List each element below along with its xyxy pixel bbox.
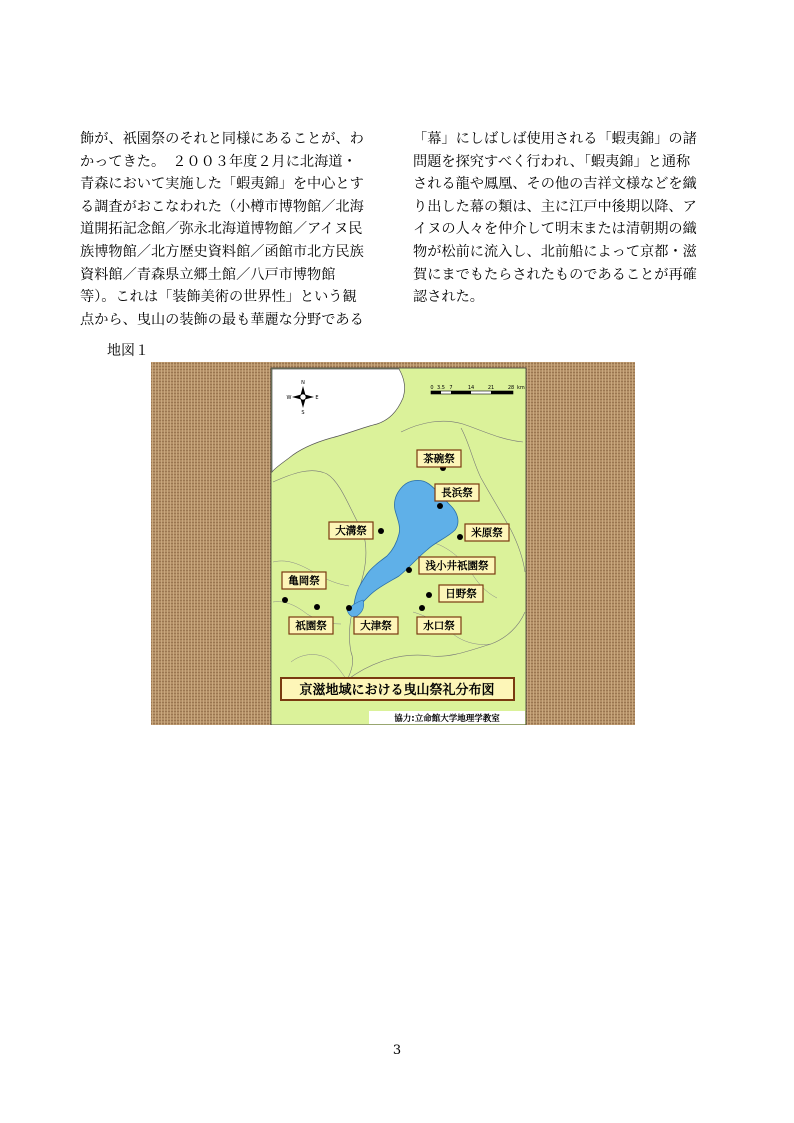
compass-south-label: S — [301, 410, 305, 416]
scale-tick-label: 7 — [449, 385, 453, 391]
scale-tick-label: 21 — [487, 385, 495, 391]
svg-text:水口祭: 水口祭 — [423, 620, 455, 632]
svg-text:長浜祭: 長浜祭 — [441, 487, 473, 499]
festival-dot-oomizo — [378, 528, 384, 534]
scale-tick-label: 3.5 — [437, 385, 445, 391]
text-line: 賀にまでもたらされたものであることが再確 — [413, 266, 697, 283]
text-line: 「幕」にしばしば使用される「蝦夷錦」の諸 — [413, 131, 697, 147]
left-text-column — [80, 128, 380, 331]
map-svg — [151, 362, 635, 725]
map-title-box — [281, 678, 514, 700]
compass-west-label: W — [286, 395, 292, 401]
festival-dot-minakuchi — [419, 605, 425, 611]
svg-text:大津祭: 大津祭 — [360, 620, 392, 632]
svg-text:大溝祭: 大溝祭 — [335, 525, 367, 537]
text-line: 点から、曳山の装飾の最も華麗な分野である — [80, 311, 364, 328]
festival-dot-otsu — [346, 605, 352, 611]
festival-dot-gion — [314, 604, 320, 610]
svg-text:茶碗祭: 茶碗祭 — [423, 453, 455, 465]
map-figure — [151, 362, 635, 725]
map-credit: 協力:立命館大学地理学教室 — [394, 714, 500, 724]
festival-label-gion — [289, 617, 333, 634]
text-line: 認された。 — [413, 289, 484, 306]
svg-text:祇園祭: 祇園祭 — [295, 620, 327, 632]
text-line: 資料館／青森県立郷土館／八戸市博物館 — [80, 266, 336, 283]
text-line: 族博物館／北方歴史資料館／函館市北方民族 — [80, 243, 364, 260]
scale-tick-label: 14 — [467, 385, 475, 391]
text-line: 道開拓記念館／弥永北海道博物館／アイヌ民 — [80, 221, 363, 238]
compass-north-label: N — [301, 380, 305, 386]
page-number: 3 — [392, 1043, 402, 1058]
festival-dot-hino — [426, 592, 432, 598]
text-line: 問題を探究すべく行われ、「蝦夷錦」と通称 — [413, 153, 691, 170]
scale-tick-label: 28 — [507, 385, 515, 391]
festival-label-asakoi — [419, 557, 495, 574]
map-caption: 地図１ — [107, 343, 149, 359]
festival-label-minakuchi — [417, 617, 461, 634]
svg-text:浅小井祇園祭: 浅小井祇園祭 — [425, 560, 489, 572]
map-panel — [271, 368, 526, 725]
text-line: イヌの人々を仲介して明末または清朝期の織 — [413, 221, 697, 238]
compass-east-label: E — [315, 395, 319, 401]
text-line: される龍や鳳凰、その他の吉祥文様などを織 — [413, 176, 697, 193]
scale-tick-label: 0 — [430, 385, 434, 391]
text-line: り出した幕の類は、主に江戸中後期以降、ア — [413, 198, 697, 215]
svg-text:米原祭: 米原祭 — [471, 527, 503, 539]
festival-label-hino — [439, 585, 483, 602]
text-line: 等）。これは「装飾美術の世界性」という観 — [80, 289, 357, 306]
text-line: る調査がおこなわれた（小樽市博物館／北海 — [80, 198, 364, 215]
text-line: 青森において実施した「蝦夷錦」を中心とす — [80, 176, 364, 193]
festival-dot-kameoka — [282, 597, 288, 603]
festival-label-kameoka — [282, 572, 326, 589]
text-line: 飾が、祇園祭のそれと同様にあることが、わ — [80, 131, 364, 147]
map-title: 京滋地域における曳山祭礼分布図 — [299, 683, 495, 698]
festival-label-otsu — [354, 617, 398, 634]
festival-dot-maibara — [457, 534, 463, 540]
scale-unit-label: km — [517, 385, 525, 391]
text-line: かってきた。 ２００３年度２月に北海道・ — [80, 153, 357, 170]
right-text-column — [413, 128, 713, 309]
festival-label-maibara — [465, 524, 509, 541]
festival-label-chawan — [417, 450, 461, 467]
text-line: 物が松前に流入し、北前船によって京都・滋 — [413, 243, 697, 260]
festival-dot-nagahama — [437, 503, 443, 509]
svg-text:日野祭: 日野祭 — [445, 588, 477, 600]
svg-text:亀岡祭: 亀岡祭 — [288, 575, 320, 587]
festival-label-oomizo — [329, 522, 373, 539]
festival-label-nagahama — [435, 484, 479, 501]
festival-dot-asakoi — [406, 567, 412, 573]
map-credit-box — [369, 711, 525, 724]
